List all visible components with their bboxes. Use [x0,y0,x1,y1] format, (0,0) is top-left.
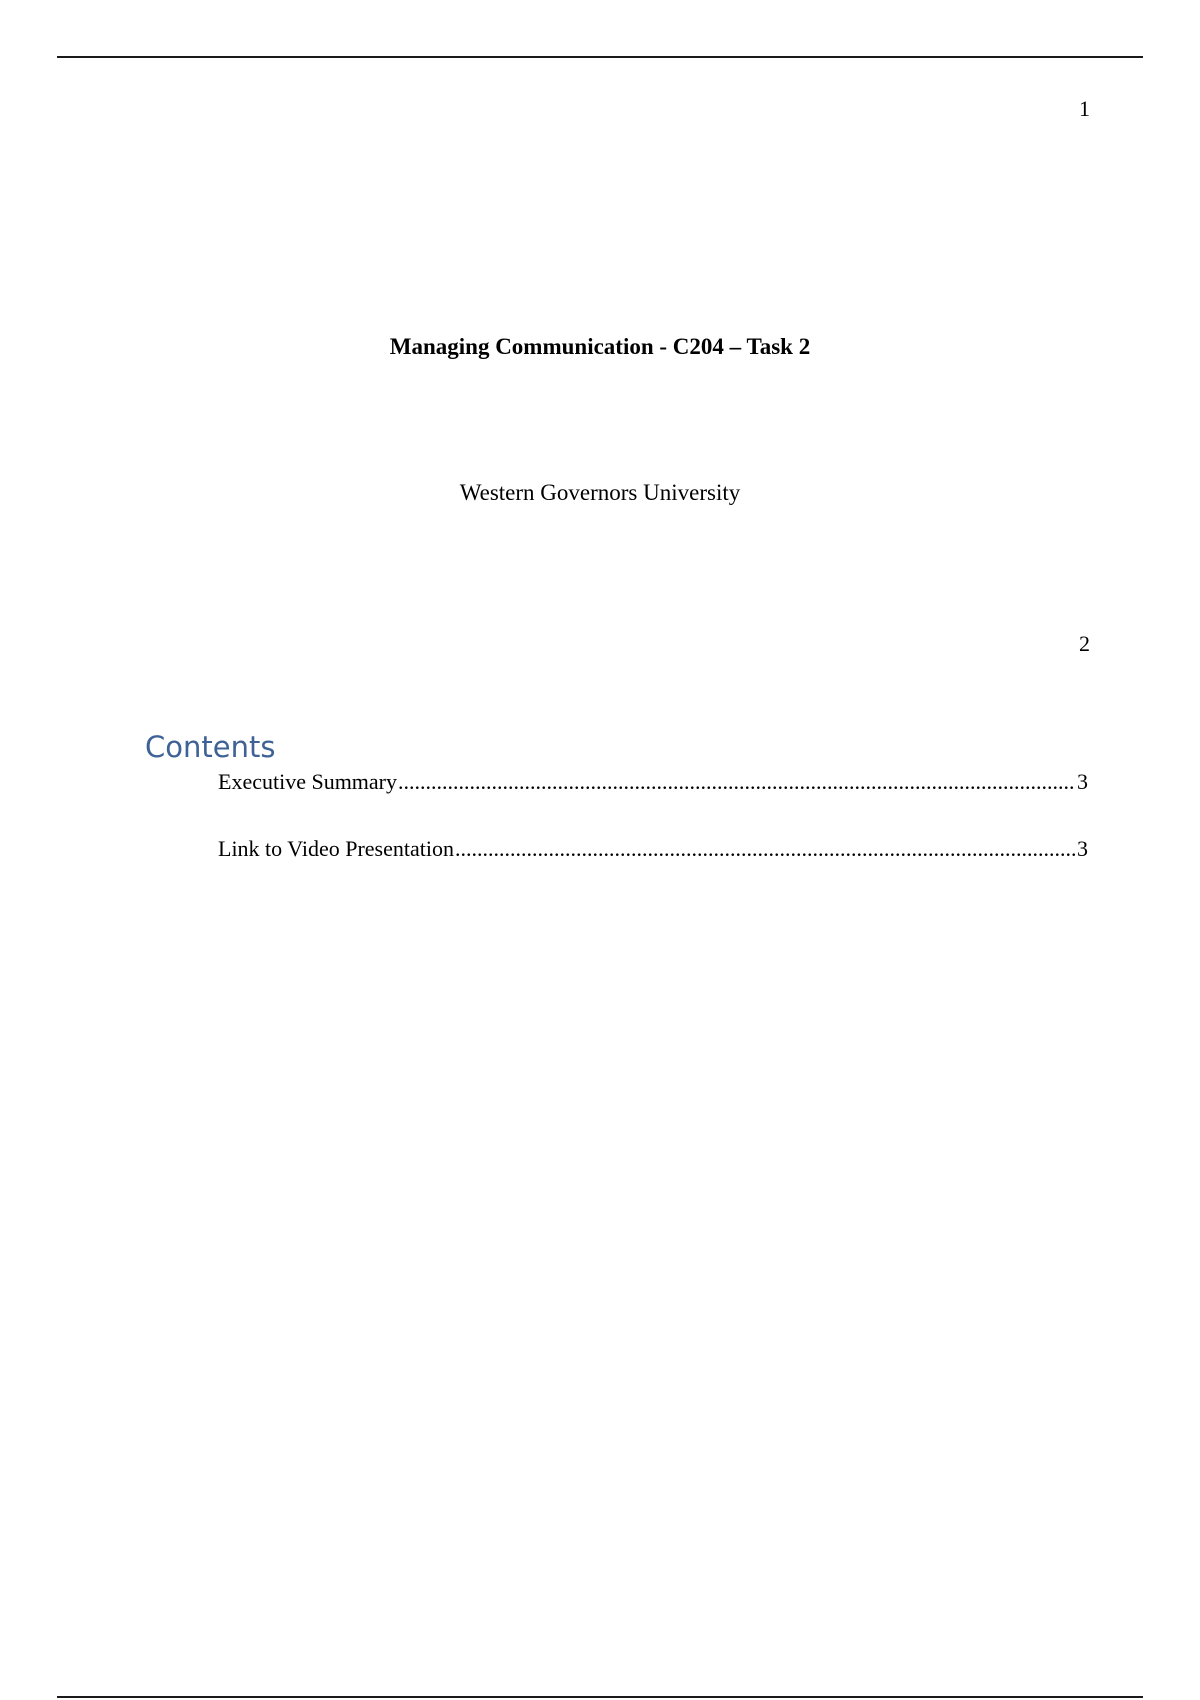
page-number-2: 2 [1079,631,1090,656]
bottom-divider [57,1696,1143,1698]
top-divider [57,56,1143,58]
page-number-1: 1 [1079,96,1090,121]
toc-entry-page: 3 [1077,769,1088,794]
institution-name: Western Governors University [459,480,741,505]
document-title: Managing Communication - C204 – Task 2 [389,334,811,359]
toc-entry-page: 3 [1077,836,1088,861]
toc-entry-executive-summary[interactable] [218,769,1088,796]
toc-heading: Contents [145,730,276,764]
toc-entry-label: Link to Video Presentation [218,836,454,861]
toc-dot-leader [398,769,1076,795]
toc-dot-leader [455,836,1076,862]
toc-entry-link-to-video-presentation[interactable] [218,836,1088,863]
toc-entry-label: Executive Summary [218,769,398,794]
table-of-contents [218,769,1088,863]
